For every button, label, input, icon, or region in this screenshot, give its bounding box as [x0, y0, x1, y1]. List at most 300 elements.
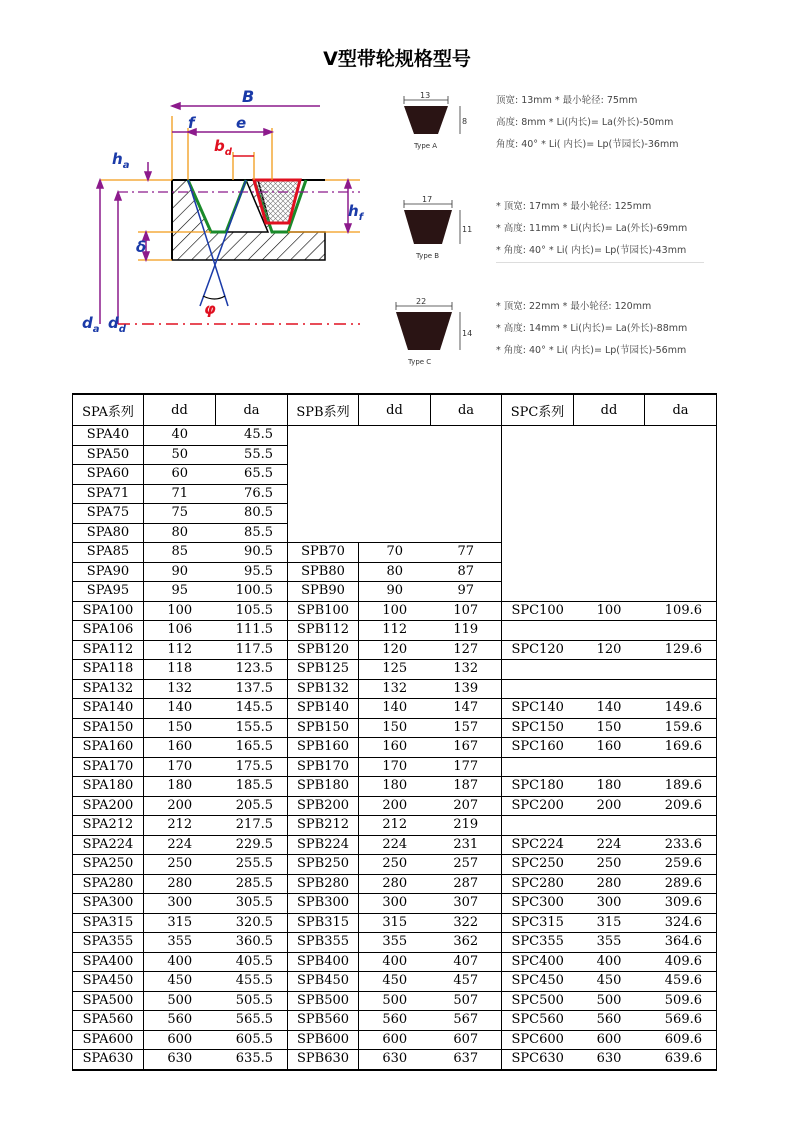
table-cell: 560	[144, 1011, 216, 1031]
table-cell: 255.5	[216, 855, 288, 875]
table-cell: 132	[431, 660, 502, 680]
table-cell: 170	[144, 757, 216, 777]
table-cell: 149.6	[645, 699, 717, 719]
table-cell	[502, 660, 574, 680]
table-cell: SPA355	[73, 933, 144, 953]
table-cell: 287	[431, 874, 502, 894]
table-cell	[574, 660, 645, 680]
table-cell	[574, 562, 645, 582]
table-cell: 560	[574, 1011, 645, 1031]
table-cell: SPB355	[288, 933, 359, 953]
table-cell: 565.5	[216, 1011, 288, 1031]
table-row	[73, 660, 717, 680]
table-cell: 455.5	[216, 972, 288, 992]
table-cell: 250	[574, 855, 645, 875]
table-cell: SPA180	[73, 777, 144, 797]
table-cell: SPA600	[73, 1030, 144, 1050]
belt-b-top: 17	[422, 195, 433, 204]
table-cell: 95	[144, 582, 216, 602]
table-cell: 120	[574, 640, 645, 660]
column-header: da	[216, 394, 288, 426]
table-cell	[502, 445, 574, 465]
table-cell: 324.6	[645, 913, 717, 933]
table-row	[73, 718, 717, 738]
table-cell	[502, 621, 574, 641]
table-cell: 80	[359, 562, 431, 582]
table-cell: 600	[574, 1030, 645, 1050]
table-cell: 450	[574, 972, 645, 992]
table-cell: 300	[359, 894, 431, 914]
table-cell: SPB315	[288, 913, 359, 933]
table-cell: SPA132	[73, 679, 144, 699]
table-cell: SPB100	[288, 601, 359, 621]
table-cell: 100	[574, 601, 645, 621]
label-b: B	[242, 87, 255, 106]
table-cell: 307	[431, 894, 502, 914]
table-cell: 50	[144, 445, 216, 465]
label-dd: $d_d$	[108, 314, 126, 335]
table-row	[73, 543, 717, 563]
table-cell: 224	[359, 835, 431, 855]
table-row	[73, 796, 717, 816]
table-cell: 118	[144, 660, 216, 680]
table-cell	[502, 757, 574, 777]
table-cell	[645, 465, 717, 485]
table-cell: SPB120	[288, 640, 359, 660]
table-cell: SPC250	[502, 855, 574, 875]
table-cell: 117.5	[216, 640, 288, 660]
table-row	[73, 426, 717, 446]
table-cell: 180	[359, 777, 431, 797]
table-cell: 147	[431, 699, 502, 719]
table-cell: SPC100	[502, 601, 574, 621]
table-cell: 105.5	[216, 601, 288, 621]
table-cell: 170	[359, 757, 431, 777]
table-cell: 111.5	[216, 621, 288, 641]
table-cell	[574, 426, 645, 446]
table-cell	[431, 445, 502, 465]
table-cell: SPA170	[73, 757, 144, 777]
table-cell: 100.5	[216, 582, 288, 602]
table-cell: SPA95	[73, 582, 144, 602]
table-cell: 209.6	[645, 796, 717, 816]
page-title: V型带轮规格型号	[323, 48, 471, 70]
table-header-row	[73, 394, 717, 426]
table-cell: SPA50	[73, 445, 144, 465]
table-cell: 500	[574, 991, 645, 1011]
table-cell	[645, 426, 717, 446]
table-cell: SPB280	[288, 874, 359, 894]
table-cell: 630	[144, 1050, 216, 1070]
table-cell: 630	[574, 1050, 645, 1070]
belt-b-name: Type B	[416, 252, 440, 260]
pulley-spec-table	[72, 393, 717, 1071]
table-cell	[502, 816, 574, 836]
table-cell: 76.5	[216, 484, 288, 504]
table-cell: 280	[144, 874, 216, 894]
table-cell: SPB150	[288, 718, 359, 738]
belt-a-top: 13	[420, 91, 431, 100]
table-cell: 165.5	[216, 738, 288, 758]
table-row	[73, 523, 717, 543]
table-cell: 157	[431, 718, 502, 738]
table-cell: 155.5	[216, 718, 288, 738]
table-cell: 145.5	[216, 699, 288, 719]
table-cell: 177	[431, 757, 502, 777]
table-cell: 250	[144, 855, 216, 875]
table-cell: 362	[431, 933, 502, 953]
belt-c-height: 14	[462, 329, 472, 338]
table-cell: 560	[359, 1011, 431, 1031]
table-cell: 167	[431, 738, 502, 758]
table-cell: 231	[431, 835, 502, 855]
table-row	[73, 835, 717, 855]
table-cell: 189.6	[645, 777, 717, 797]
table-cell: SPA250	[73, 855, 144, 875]
table-row	[73, 465, 717, 485]
table-cell	[645, 484, 717, 504]
table-row	[73, 562, 717, 582]
table-cell: SPA212	[73, 816, 144, 836]
table-cell	[359, 465, 431, 485]
table-cell: 233.6	[645, 835, 717, 855]
table-cell: SPB250	[288, 855, 359, 875]
table-cell	[574, 504, 645, 524]
table-cell: 87	[431, 562, 502, 582]
table-cell: 127	[431, 640, 502, 660]
table-cell: 180	[574, 777, 645, 797]
table-cell: SPA140	[73, 699, 144, 719]
table-cell	[288, 523, 359, 543]
table-cell: 65.5	[216, 465, 288, 485]
table-cell: SPC200	[502, 796, 574, 816]
table-cell: SPB630	[288, 1050, 359, 1070]
table-row	[73, 933, 717, 953]
table-row	[73, 621, 717, 641]
table-cell	[574, 445, 645, 465]
table-row	[73, 1050, 717, 1070]
belt-b-specs: * 顶宽: 17mm * 最小轮径: 125mm * 高度: 11mm * Li(内长)= La(外长)-69mm * 角度: 40° * Li( 内长)= Lp(节园长)-43mm	[496, 201, 688, 256]
table-cell: 500	[144, 991, 216, 1011]
table-cell: SPB70	[288, 543, 359, 563]
table-cell	[574, 523, 645, 543]
table-cell: 635.5	[216, 1050, 288, 1070]
table-cell	[502, 426, 574, 446]
table-cell	[574, 621, 645, 641]
belt-c-specs: * 顶宽: 22mm * 最小轮径: 120mm * 高度: 14mm * Li(内长)= La(外长)-88mm * 角度: 40° * Li( 内长)= Lp(节园长)-56mm	[496, 301, 688, 356]
table-cell: 285.5	[216, 874, 288, 894]
table-cell: 80.5	[216, 504, 288, 524]
table-cell: 289.6	[645, 874, 717, 894]
table-cell: 45.5	[216, 426, 288, 446]
table-cell	[645, 582, 717, 602]
table-cell: SPB600	[288, 1030, 359, 1050]
table-cell: 450	[359, 972, 431, 992]
table-cell: 90	[359, 582, 431, 602]
table-cell: 100	[144, 601, 216, 621]
table-cell: 75	[144, 504, 216, 524]
table-cell	[574, 484, 645, 504]
table-cell: 605.5	[216, 1030, 288, 1050]
table-cell: SPC150	[502, 718, 574, 738]
table-cell: 639.6	[645, 1050, 717, 1070]
belt-c-top: 22	[416, 297, 427, 306]
table-cell: SPA200	[73, 796, 144, 816]
table-cell: 405.5	[216, 952, 288, 972]
table-cell: SPC120	[502, 640, 574, 660]
table-cell: 140	[359, 699, 431, 719]
table-cell: SPA400	[73, 952, 144, 972]
table-cell: 217.5	[216, 816, 288, 836]
table-cell: 150	[359, 718, 431, 738]
table-row	[73, 1030, 717, 1050]
table-cell	[645, 621, 717, 641]
table-cell: 205.5	[216, 796, 288, 816]
table-cell: SPA100	[73, 601, 144, 621]
label-delta: δ	[136, 238, 147, 256]
column-header: SPA系列	[73, 394, 144, 426]
table-cell: SPC630	[502, 1050, 574, 1070]
table-cell	[431, 523, 502, 543]
table-cell: SPB180	[288, 777, 359, 797]
table-cell	[502, 484, 574, 504]
label-hf: $h_f$	[348, 202, 364, 223]
column-header: da	[431, 394, 502, 426]
table-cell: 637	[431, 1050, 502, 1070]
table-row	[73, 777, 717, 797]
table-cell: 187	[431, 777, 502, 797]
table-row	[73, 913, 717, 933]
table-cell: 459.6	[645, 972, 717, 992]
table-cell: 90	[144, 562, 216, 582]
table-cell: SPA150	[73, 718, 144, 738]
table-cell	[502, 543, 574, 563]
table-cell: SPA630	[73, 1050, 144, 1070]
table-cell	[359, 504, 431, 524]
table-cell: SPA118	[73, 660, 144, 680]
table-cell: 112	[144, 640, 216, 660]
column-header: dd	[574, 394, 645, 426]
table-cell: 300	[144, 894, 216, 914]
table-cell: 125	[359, 660, 431, 680]
table-cell: SPB400	[288, 952, 359, 972]
table-cell: SPA224	[73, 835, 144, 855]
table-cell: 320.5	[216, 913, 288, 933]
table-cell: 106	[144, 621, 216, 641]
column-header: dd	[144, 394, 216, 426]
table-cell: SPB300	[288, 894, 359, 914]
table-cell: 257	[431, 855, 502, 875]
table-cell: 315	[574, 913, 645, 933]
table-cell: SPA315	[73, 913, 144, 933]
table-cell: 507	[431, 991, 502, 1011]
table-cell	[502, 523, 574, 543]
table-cell: 355	[359, 933, 431, 953]
table-row	[73, 601, 717, 621]
table-cell: SPB140	[288, 699, 359, 719]
table-row	[73, 991, 717, 1011]
table-cell: SPA106	[73, 621, 144, 641]
label-ha: $h_a$	[112, 150, 130, 171]
table-row	[73, 582, 717, 602]
table-cell	[574, 679, 645, 699]
table-cell: 500	[359, 991, 431, 1011]
table-cell: 80	[144, 523, 216, 543]
table-cell: SPC224	[502, 835, 574, 855]
table-cell	[502, 582, 574, 602]
table-cell: 224	[574, 835, 645, 855]
column-header: dd	[359, 394, 431, 426]
column-header: SPB系列	[288, 394, 359, 426]
table-body	[73, 394, 717, 1070]
table-cell	[574, 582, 645, 602]
table-cell: 160	[359, 738, 431, 758]
table-cell: SPB224	[288, 835, 359, 855]
table-cell: 509.6	[645, 991, 717, 1011]
table-cell: 119	[431, 621, 502, 641]
table-cell: 85	[144, 543, 216, 563]
table-cell: SPB200	[288, 796, 359, 816]
table-cell	[645, 523, 717, 543]
table-cell	[645, 445, 717, 465]
table-cell: 70	[359, 543, 431, 563]
table-cell: 630	[359, 1050, 431, 1070]
table-cell: SPB90	[288, 582, 359, 602]
table-cell	[574, 757, 645, 777]
separator	[496, 262, 704, 263]
table-cell: 355	[144, 933, 216, 953]
table-cell	[431, 465, 502, 485]
table-row	[73, 484, 717, 504]
table-cell: 132	[144, 679, 216, 699]
table-cell: SPA560	[73, 1011, 144, 1031]
table-cell: 407	[431, 952, 502, 972]
table-row	[73, 855, 717, 875]
table-cell: 200	[574, 796, 645, 816]
table-cell: SPB80	[288, 562, 359, 582]
table-cell: 309.6	[645, 894, 717, 914]
belt-a-height: 8	[462, 117, 468, 126]
table-cell	[288, 445, 359, 465]
table-row	[73, 952, 717, 972]
table-cell: 77	[431, 543, 502, 563]
table-cell	[359, 523, 431, 543]
table-cell: 409.6	[645, 952, 717, 972]
table-cell: 600	[144, 1030, 216, 1050]
belt-a-specs: 顶宽: 13mm * 最小轮径: 75mm 高度: 8mm * Li(内长)= La(外长)-50mm 角度: 40° * Li( 内长)= Lp(节园长)-36mm	[496, 95, 679, 150]
table-cell: 219	[431, 816, 502, 836]
table-cell: 129.6	[645, 640, 717, 660]
table-cell: 505.5	[216, 991, 288, 1011]
table-cell: 109.6	[645, 601, 717, 621]
table-cell: 280	[359, 874, 431, 894]
table-cell: 315	[144, 913, 216, 933]
table-cell: 140	[574, 699, 645, 719]
table-cell	[574, 816, 645, 836]
table-row	[73, 640, 717, 660]
table-cell: SPB560	[288, 1011, 359, 1031]
table-cell	[431, 504, 502, 524]
table-cell: SPC300	[502, 894, 574, 914]
table-cell	[288, 504, 359, 524]
table-cell: SPC180	[502, 777, 574, 797]
table-cell: SPA80	[73, 523, 144, 543]
table-cell	[574, 543, 645, 563]
table-cell: SPB160	[288, 738, 359, 758]
table-cell: 137.5	[216, 679, 288, 699]
table-cell: SPA500	[73, 991, 144, 1011]
table-cell	[574, 465, 645, 485]
table-cell: 457	[431, 972, 502, 992]
label-f: f	[188, 114, 195, 132]
belt-b-height: 11	[462, 225, 472, 234]
table-cell	[502, 504, 574, 524]
table-cell: SPA71	[73, 484, 144, 504]
table-cell	[645, 504, 717, 524]
table-cell: SPC280	[502, 874, 574, 894]
label-bd: $b_d$	[214, 137, 232, 158]
table-row	[73, 757, 717, 777]
table-cell: 569.6	[645, 1011, 717, 1031]
table-cell: 609.6	[645, 1030, 717, 1050]
table-cell: 169.6	[645, 738, 717, 758]
table-cell: 607	[431, 1030, 502, 1050]
table-cell: 71	[144, 484, 216, 504]
table-cell: 175.5	[216, 757, 288, 777]
pulley-groove-diagram	[78, 76, 378, 370]
table-cell: 224	[144, 835, 216, 855]
table-cell: 400	[144, 952, 216, 972]
table-row	[73, 874, 717, 894]
table-cell: 212	[359, 816, 431, 836]
table-cell: 85.5	[216, 523, 288, 543]
table-cell: SPA85	[73, 543, 144, 563]
table-cell: SPA160	[73, 738, 144, 758]
table-cell: SPC160	[502, 738, 574, 758]
table-cell	[502, 465, 574, 485]
table-cell: 160	[574, 738, 645, 758]
table-cell: SPC600	[502, 1030, 574, 1050]
table-cell: 305.5	[216, 894, 288, 914]
table-cell: 207	[431, 796, 502, 816]
table-cell: 159.6	[645, 718, 717, 738]
table-cell: SPA112	[73, 640, 144, 660]
table-cell: 55.5	[216, 445, 288, 465]
table-cell: 160	[144, 738, 216, 758]
table-cell: SPB212	[288, 816, 359, 836]
table-cell: SPA280	[73, 874, 144, 894]
table-row	[73, 699, 717, 719]
table-cell	[288, 465, 359, 485]
table-row	[73, 504, 717, 524]
table-cell: SPA75	[73, 504, 144, 524]
table-cell: SPA450	[73, 972, 144, 992]
table-cell	[359, 445, 431, 465]
table-cell: 360.5	[216, 933, 288, 953]
table-cell: 400	[359, 952, 431, 972]
table-cell	[645, 816, 717, 836]
table-cell: 140	[144, 699, 216, 719]
table-cell: 450	[144, 972, 216, 992]
table-row	[73, 679, 717, 699]
table-cell	[645, 660, 717, 680]
table-cell: 123.5	[216, 660, 288, 680]
table-cell: SPB450	[288, 972, 359, 992]
table-row	[73, 816, 717, 836]
table-cell	[359, 426, 431, 446]
table-cell: 229.5	[216, 835, 288, 855]
column-header: SPC系列	[502, 394, 574, 426]
